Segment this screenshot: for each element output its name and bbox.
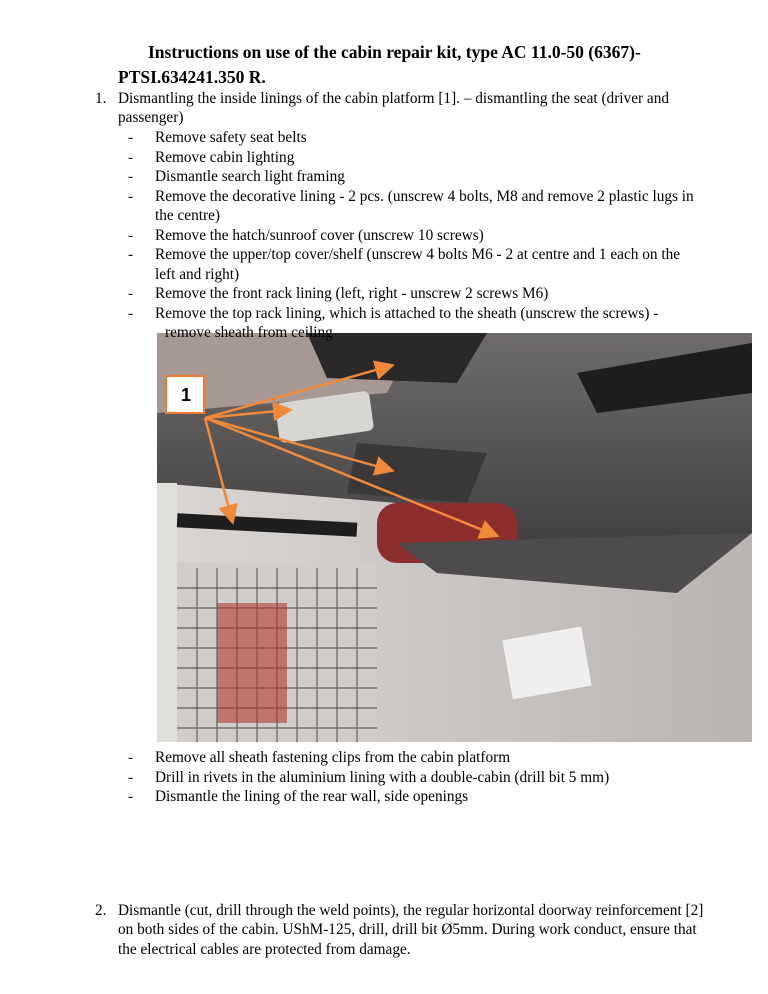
list-item: Dismantle search light framing — [155, 168, 345, 185]
bullet-dash: - — [128, 187, 134, 205]
step2-text-line: Dismantle (cut, drill through the weld points), the regular horizontal doorway reinforcement [2] — [118, 902, 704, 919]
list-item-cont: left and right) — [155, 265, 240, 283]
step2-number: 2. — [95, 902, 107, 919]
list-item: Remove the upper/top cover/shelf (unscrew 4 bolts M6 - 2 at centre and 1 each on the — [155, 246, 681, 263]
list-item: Remove all sheath fastening clips from the cabin platform — [155, 749, 511, 766]
step1-number: 1. — [95, 90, 107, 107]
list-item: Remove cabin lighting — [155, 148, 295, 166]
list-item: Remove safety seat belts — [155, 129, 307, 146]
step2-text-line: on both sides of the cabin. UShM-125, drill, drill bit Ø5mm. During work conduct, ensure that — [118, 921, 697, 938]
bullet-dash: - — [128, 768, 134, 786]
bullet-dash: - — [128, 304, 134, 322]
list-item-cont: the centre) — [155, 207, 220, 224]
bullet-dash: - — [128, 749, 134, 766]
bullet-dash: - — [128, 246, 134, 263]
list-item: Drill in rivets in the aluminium lining with a double-cabin (drill bit 5 mm) — [155, 768, 610, 786]
doc-title-line2: PTSI.634241.350 R. — [118, 67, 266, 87]
bullet-dash: - — [128, 226, 134, 244]
bullet-dash: - — [128, 129, 134, 146]
list-item: Remove the hatch/sunroof cover (unscrew 10 screws) — [155, 226, 484, 244]
step1-text-cont: passenger) — [118, 109, 184, 126]
list-item-cont: remove sheath from ceiling — [165, 324, 333, 341]
doc-title-line1: Instructions on use of the cabin repair kit, type AC 11.0-50 (6367)- — [148, 42, 641, 62]
callout-label-1: 1 — [180, 385, 191, 405]
bullet-dash: - — [128, 168, 134, 185]
list-item: Remove the top rack lining, which is attached to the sheath (unscrew the screws) - — [155, 304, 659, 322]
list-item: Remove the front rack lining (left, right - unscrew 2 screws M6) — [155, 285, 549, 302]
step2-text-line: the electrical cables are protected from damage. — [118, 941, 411, 958]
bullet-dash: - — [128, 788, 134, 805]
bullet-dash: - — [128, 148, 134, 166]
list-item: Dismantle the lining of the rear wall, side openings — [155, 788, 469, 805]
step1-text: Dismantling the inside linings of the cabin platform [1]. – dismantling the seat (driver and — [118, 90, 669, 107]
cabin-ceiling-photo — [157, 333, 752, 742]
list-item: Remove the decorative lining - 2 pcs. (unscrew 4 bolts, M8 and remove 2 plastic lugs in — [155, 187, 694, 205]
bullet-dash: - — [128, 285, 134, 302]
